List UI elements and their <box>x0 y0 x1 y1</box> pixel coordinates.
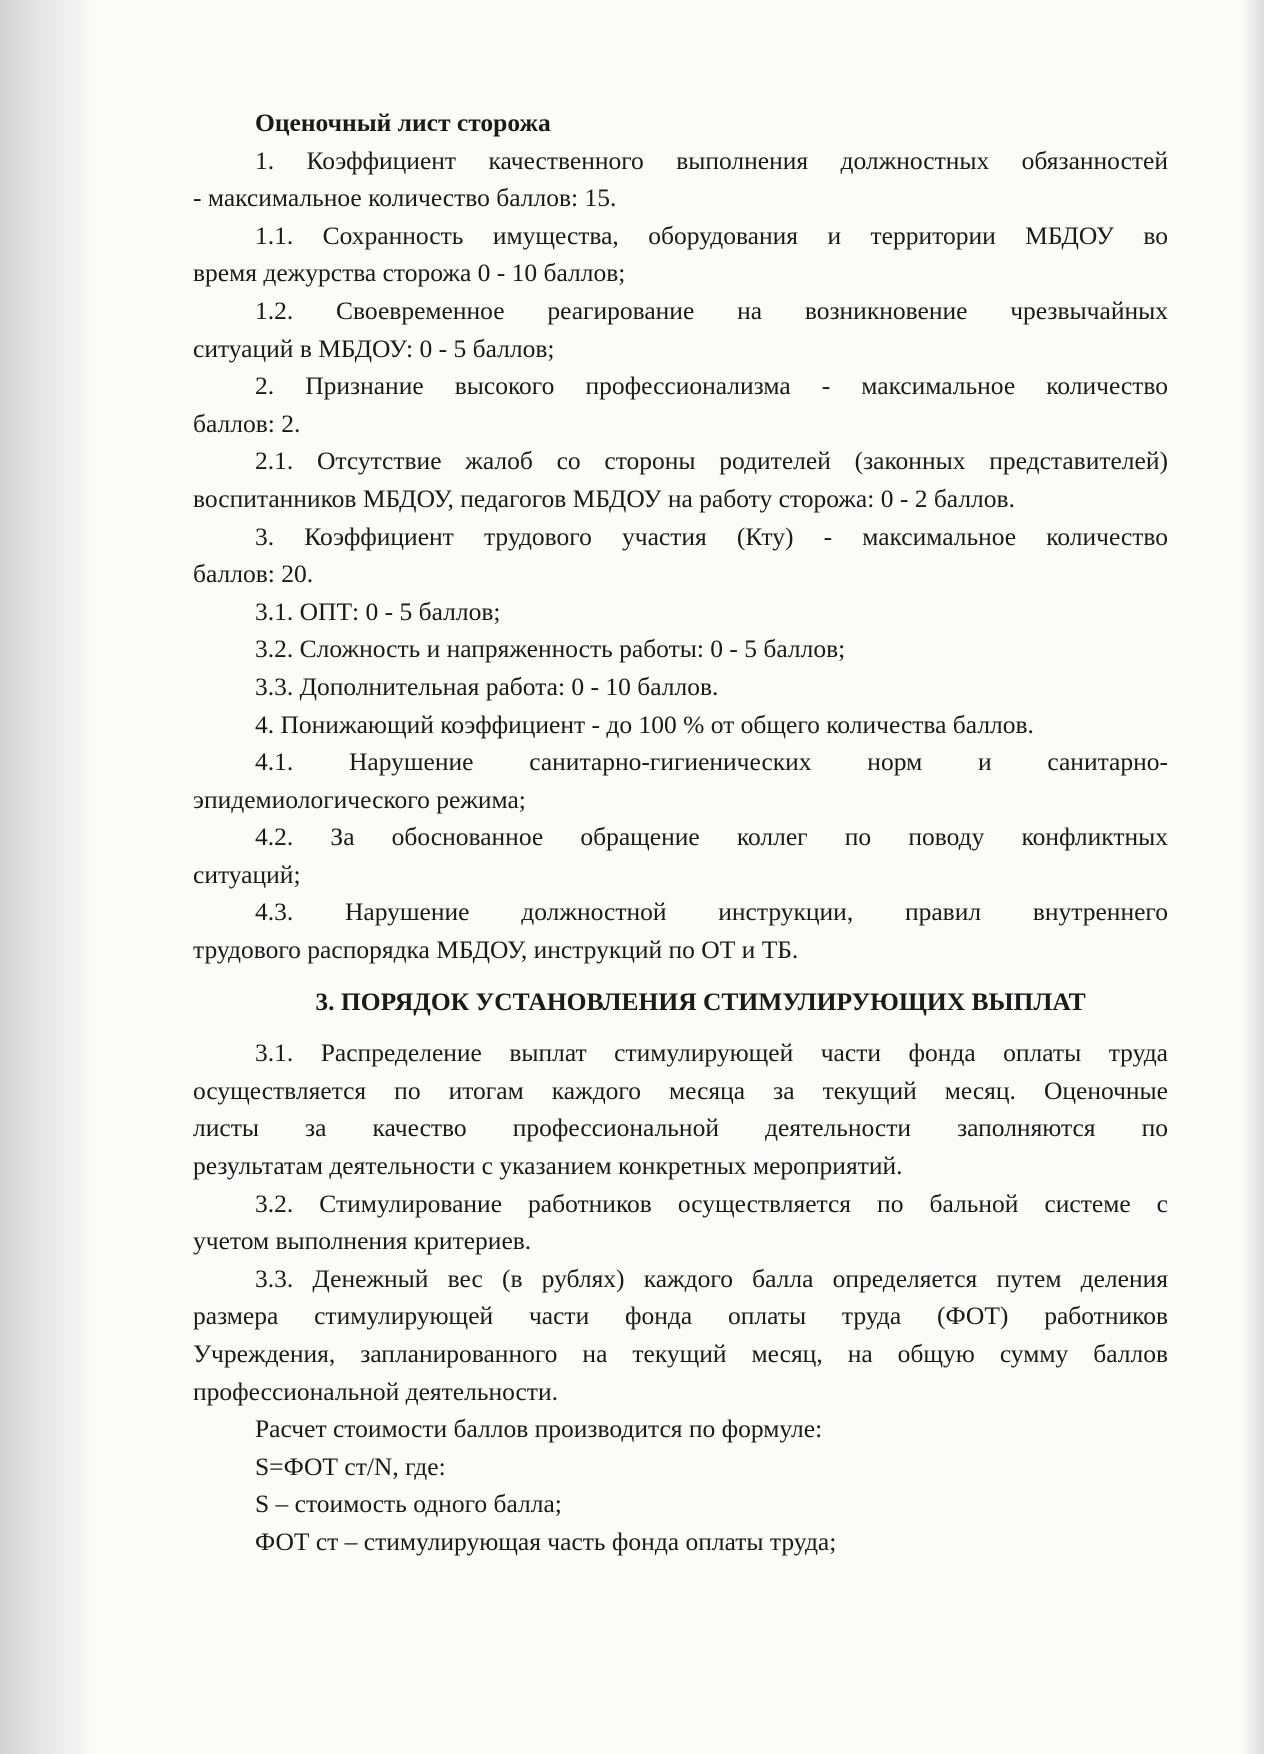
page-edge-shadow <box>1242 0 1264 1754</box>
item-2-1-line-1: 2.1. Отсутствие жалоб со стороны родителей (законных представителей) <box>255 446 1168 476</box>
page-binding-shadow <box>0 0 96 1754</box>
item-4-1-line-2: эпидемиологического режима; <box>193 784 526 814</box>
paragraph-3-2-line-1: 3.2. Стимулирование работников осуществляется по бальной системе с <box>255 1188 1168 1218</box>
evaluation-sheet-title: Оценочный лист сторожа <box>255 108 551 137</box>
paragraph-3-1-line-1: 3.1. Распределение выплат стимулирующей части фонда оплаты труда <box>255 1038 1168 1068</box>
item-1-1-line-1: 1.1. Сохранность имущества, оборудования и территории МБДОУ во <box>255 220 1168 250</box>
paragraph-3-1-line-4: результатам деятельности с указанием конкретных мероприятий. <box>193 1151 903 1181</box>
item-2-line-1: 2. Признание высокого профессионализма - максимальное количество <box>255 371 1168 401</box>
item-3-1: 3.1. ОПТ: 0 - 5 баллов; <box>255 596 501 626</box>
item-4: 4. Понижающий коэффициент - до 100 % от общего количества баллов. <box>255 709 1034 739</box>
item-4-3-line-2: трудового распорядка МБДОУ, инструкций по ОТ и ТБ. <box>193 935 799 965</box>
paragraph-3-3-line-2: размера стимулирующей части фонда оплаты труда (ФОТ) работников <box>193 1301 1168 1331</box>
section-heading: 3. ПОРЯДОК УСТАНОВЛЕНИЯ СТИМУЛИРУЮЩИХ ВЫПЛАТ <box>315 986 1086 1016</box>
item-2-line-2: баллов: 2. <box>193 408 301 438</box>
item-4-3-line-1: 4.3. Нарушение должностной инструкции, правил внутреннего <box>255 897 1168 927</box>
paragraph-3-2-line-2: учетом выполнения критериев. <box>193 1226 532 1256</box>
item-1-line-2: - максимальное количество баллов: 15. <box>193 183 617 213</box>
item-1-2-line-2: ситуаций в МБДОУ: 0 - 5 баллов; <box>193 333 555 363</box>
formula-variable-s: S – стоимость одного балла; <box>255 1489 562 1519</box>
item-1-1-line-2: время дежурства сторожа 0 - 10 баллов; <box>193 258 626 288</box>
item-3-line-1: 3. Коэффициент трудового участия (Кту) - максимальное количество <box>255 521 1168 551</box>
item-3-2: 3.2. Сложность и напряженность работы: 0 - 5 баллов; <box>255 634 846 664</box>
item-2-1-line-2: воспитанников МБДОУ, педагогов МБДОУ на работу сторожа: 0 - 2 баллов. <box>193 483 1015 513</box>
paragraph-3-3-line-4: профессиональной деятельности. <box>193 1376 558 1406</box>
paragraph-3-3-line-1: 3.3. Денежный вес (в рублях) каждого балла определяется путем деления <box>255 1263 1168 1293</box>
formula-variable-fot: ФОТ ст – стимулирующая часть фонда оплаты труда; <box>255 1526 837 1556</box>
paragraph-3-1-line-2: осуществляется по итогам каждого месяца за текущий месяц. Оценочные <box>193 1075 1168 1105</box>
item-3-line-2: баллов: 20. <box>193 559 314 589</box>
item-1-2-line-1: 1.2. Своевременное реагирование на возникновение чрезвычайных <box>255 295 1168 325</box>
item-1-line-1: 1. Коэффициент качественного выполнения должностных обязанностей <box>255 145 1168 175</box>
paragraph-3-3-line-3: Учреждения, запланированного на текущий месяц, на общую сумму баллов <box>193 1339 1168 1368</box>
item-4-2-line-1: 4.2. За обоснованное обращение коллег по поводу конфликтных <box>255 822 1168 852</box>
paragraph-3-1-line-3: листы за качество профессиональной деятельности заполняются по <box>193 1113 1168 1143</box>
item-3-3: 3.3. Дополнительная работа: 0 - 10 баллов. <box>255 671 719 701</box>
document-body <box>193 104 1168 1561</box>
item-4-1-line-1: 4.1. Нарушение санитарно-гигиенических норм и санитарно- <box>255 747 1168 777</box>
formula-intro: Расчет стоимости баллов производится по формуле: <box>255 1414 823 1444</box>
item-4-2-line-2: ситуаций; <box>193 859 301 889</box>
formula: S=ФОТ ст/N, где: <box>255 1451 446 1481</box>
